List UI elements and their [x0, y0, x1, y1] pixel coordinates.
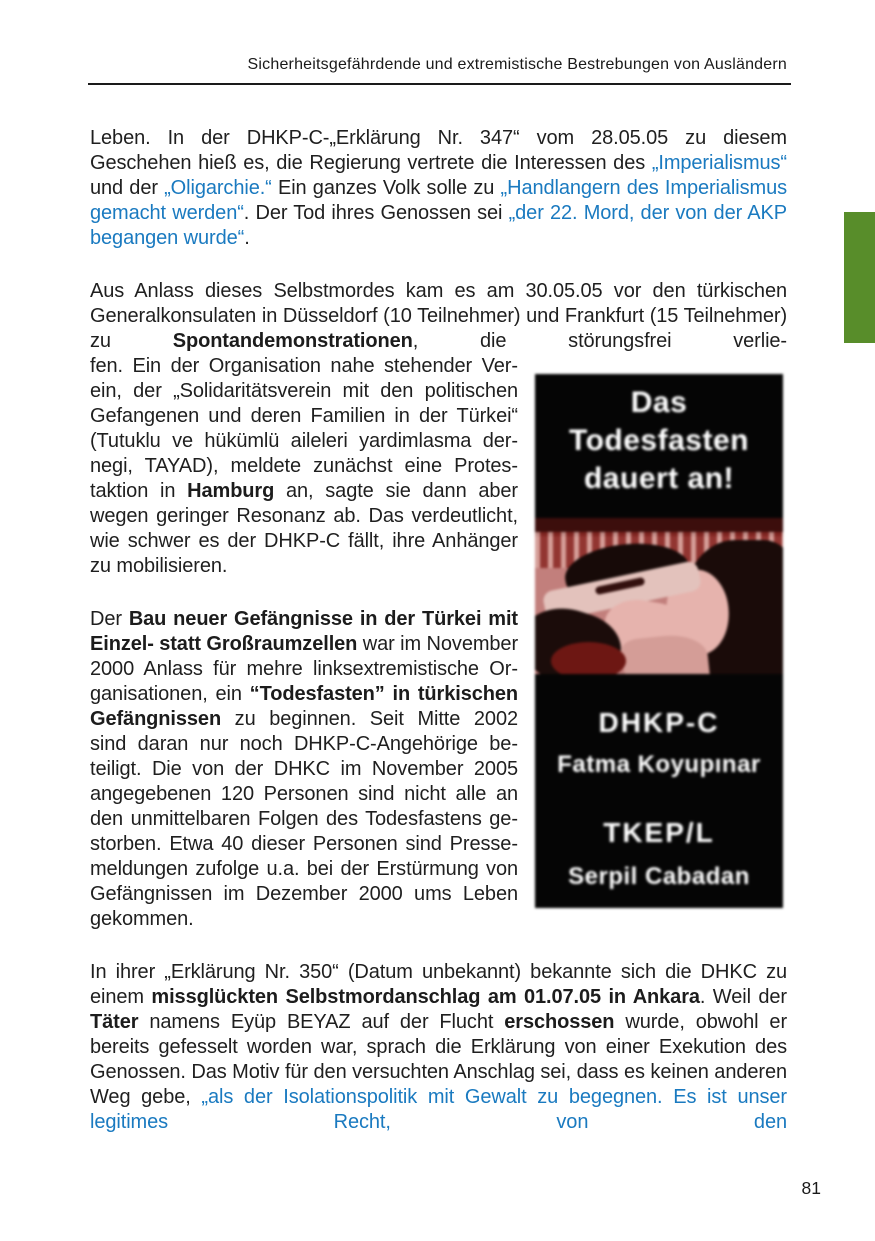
text-run: Aus Anlass dieses Selbstmordes kam es am 30.05.05 vor den türkischen Generalkonsulaten in Düsseldorf (10 Teilnehmer) und Frankfurt (15 Teilnehmer) zu: [90, 280, 787, 352]
running-header-title: Sicherheitsgefährdende und extremistische Bestrebungen von Ausländern: [247, 56, 787, 73]
text-run: In ihrer „Erklärung Nr. 350“ (Datum unbekannt) bekannte sich die DHKC zu einem: [90, 961, 787, 1008]
paragraph-2-full-width: [90, 279, 787, 354]
paragraph-4: [90, 960, 787, 1135]
text-run: und der: [90, 177, 165, 199]
text-run: war im November 2000 Anlass für mehre linksextremistische Organisationen, ein: [90, 633, 519, 705]
text-run-bold: erschossen: [504, 1011, 615, 1033]
paragraph-1: [90, 126, 787, 251]
text-run: zu beginnen. Seit Mitte 2002 sind daran nur noch DHKP-C-Angehörige beteiligt. Die von der DHKC im November 2005 angegebenen 120 Personen sind nicht alle an den unmittelbaren Folgen des Todesfastens gestorben. Etwa 40 dieser Personen sind Pressemeldungen zufolge u.a. bei der Erstürmung von Gefängnissen im Dezember 2000 ums Leben gekommen.: [90, 708, 518, 930]
text-run-bold: Hamburg: [187, 480, 275, 502]
text-run: . Der Tod ihres Genossen sei: [243, 202, 509, 224]
text-run: , die störungsfrei verlie-: [412, 330, 787, 352]
text-run-bold: “Todesfasten” in türkischen Gefängnissen: [90, 683, 518, 730]
photo-shape: [551, 642, 626, 674]
quote-text: „Handlangern des Imperialismus gemacht werden“: [90, 177, 787, 224]
text-run: fen. Ein der Organisation nahe stehender Verein, der „Solidaritätsverein mit den politischen Gefangenen und deren Familien in der Türkei“ (Tutuklu ve hükümlü aileleri yardimlasma dernegi, TAYAD), meldete zunächst eine Protestaktion in: [90, 355, 518, 502]
poster-headline-line: dauert an!: [583, 462, 735, 495]
poster-headline-line: Das: [630, 386, 688, 419]
text-run: . Weil der: [699, 986, 787, 1008]
poster-caption-line: DHKP-C: [598, 707, 720, 738]
header-rule: [88, 83, 791, 85]
paragraph-2-wrapped: [90, 354, 518, 579]
chapter-tab-marker: [844, 212, 875, 343]
text-run: .: [244, 227, 250, 249]
poster-caption-line: Serpil Cabadan: [568, 863, 750, 890]
text-run: wurde, obwohl er bereits gefesselt worden war, sprach die Erklärung von einer Exekution des Genossen. Das Motiv für den versuchten Anschlag sei, dass es keinen anderen Weg gebe,: [90, 1011, 787, 1108]
poster-caption-line: Fatma Koyupınar: [557, 751, 761, 778]
text-run: an, sagte sie dann aber wegen geringer Resonanz ab. Das verdeutlicht, wie schwer es der DHKP-C fällt, ihre Anhänger zu mobilisieren.: [90, 480, 518, 577]
text-run: Leben. In der DHKP-C-„Erklärung Nr. 347“ vom 28.05.05 zu diesem Geschehen hieß es, die Regierung vertrete die Interessen des: [90, 127, 787, 174]
text-run: Der: [90, 608, 129, 630]
poster-caption: [535, 674, 783, 908]
quote-text: „der 22. Mord, der von der AKP begangen wurde“: [90, 202, 787, 249]
text-run: namens Eyüp BEYAZ auf der Flucht: [138, 1011, 505, 1033]
text-run-bold: Täter: [90, 1011, 139, 1033]
text-run-bold: Bau neuer Gefängnisse in der Türkei mit Einzel- statt Großraumzellen: [90, 608, 518, 655]
page-number: 81: [801, 1178, 821, 1198]
poster-headline-line: Todesfasten: [569, 424, 749, 457]
poster-headline: [535, 374, 783, 518]
todesfasten-poster-image: [535, 374, 783, 908]
quote-text: „Imperialismus“: [651, 152, 787, 174]
poster-photo: [535, 518, 783, 674]
text-wrap-column: [90, 354, 518, 932]
quote-text: „als der Isolationspolitik mit Gewalt zu begegnen. Es ist unser legitimes Recht, von den: [90, 1086, 787, 1133]
text-run-bold: missglückten Selbstmordanschlag am 01.07.05 in Ankara: [151, 986, 700, 1008]
text-run: Ein ganzes Volk solle zu: [271, 177, 501, 199]
quote-text: „Oligarchie.“: [164, 177, 272, 199]
text-run-bold: Spontandemonstrationen: [172, 330, 413, 352]
poster-caption-line: TKEP/L: [603, 817, 715, 848]
paragraph-3: [90, 607, 518, 932]
